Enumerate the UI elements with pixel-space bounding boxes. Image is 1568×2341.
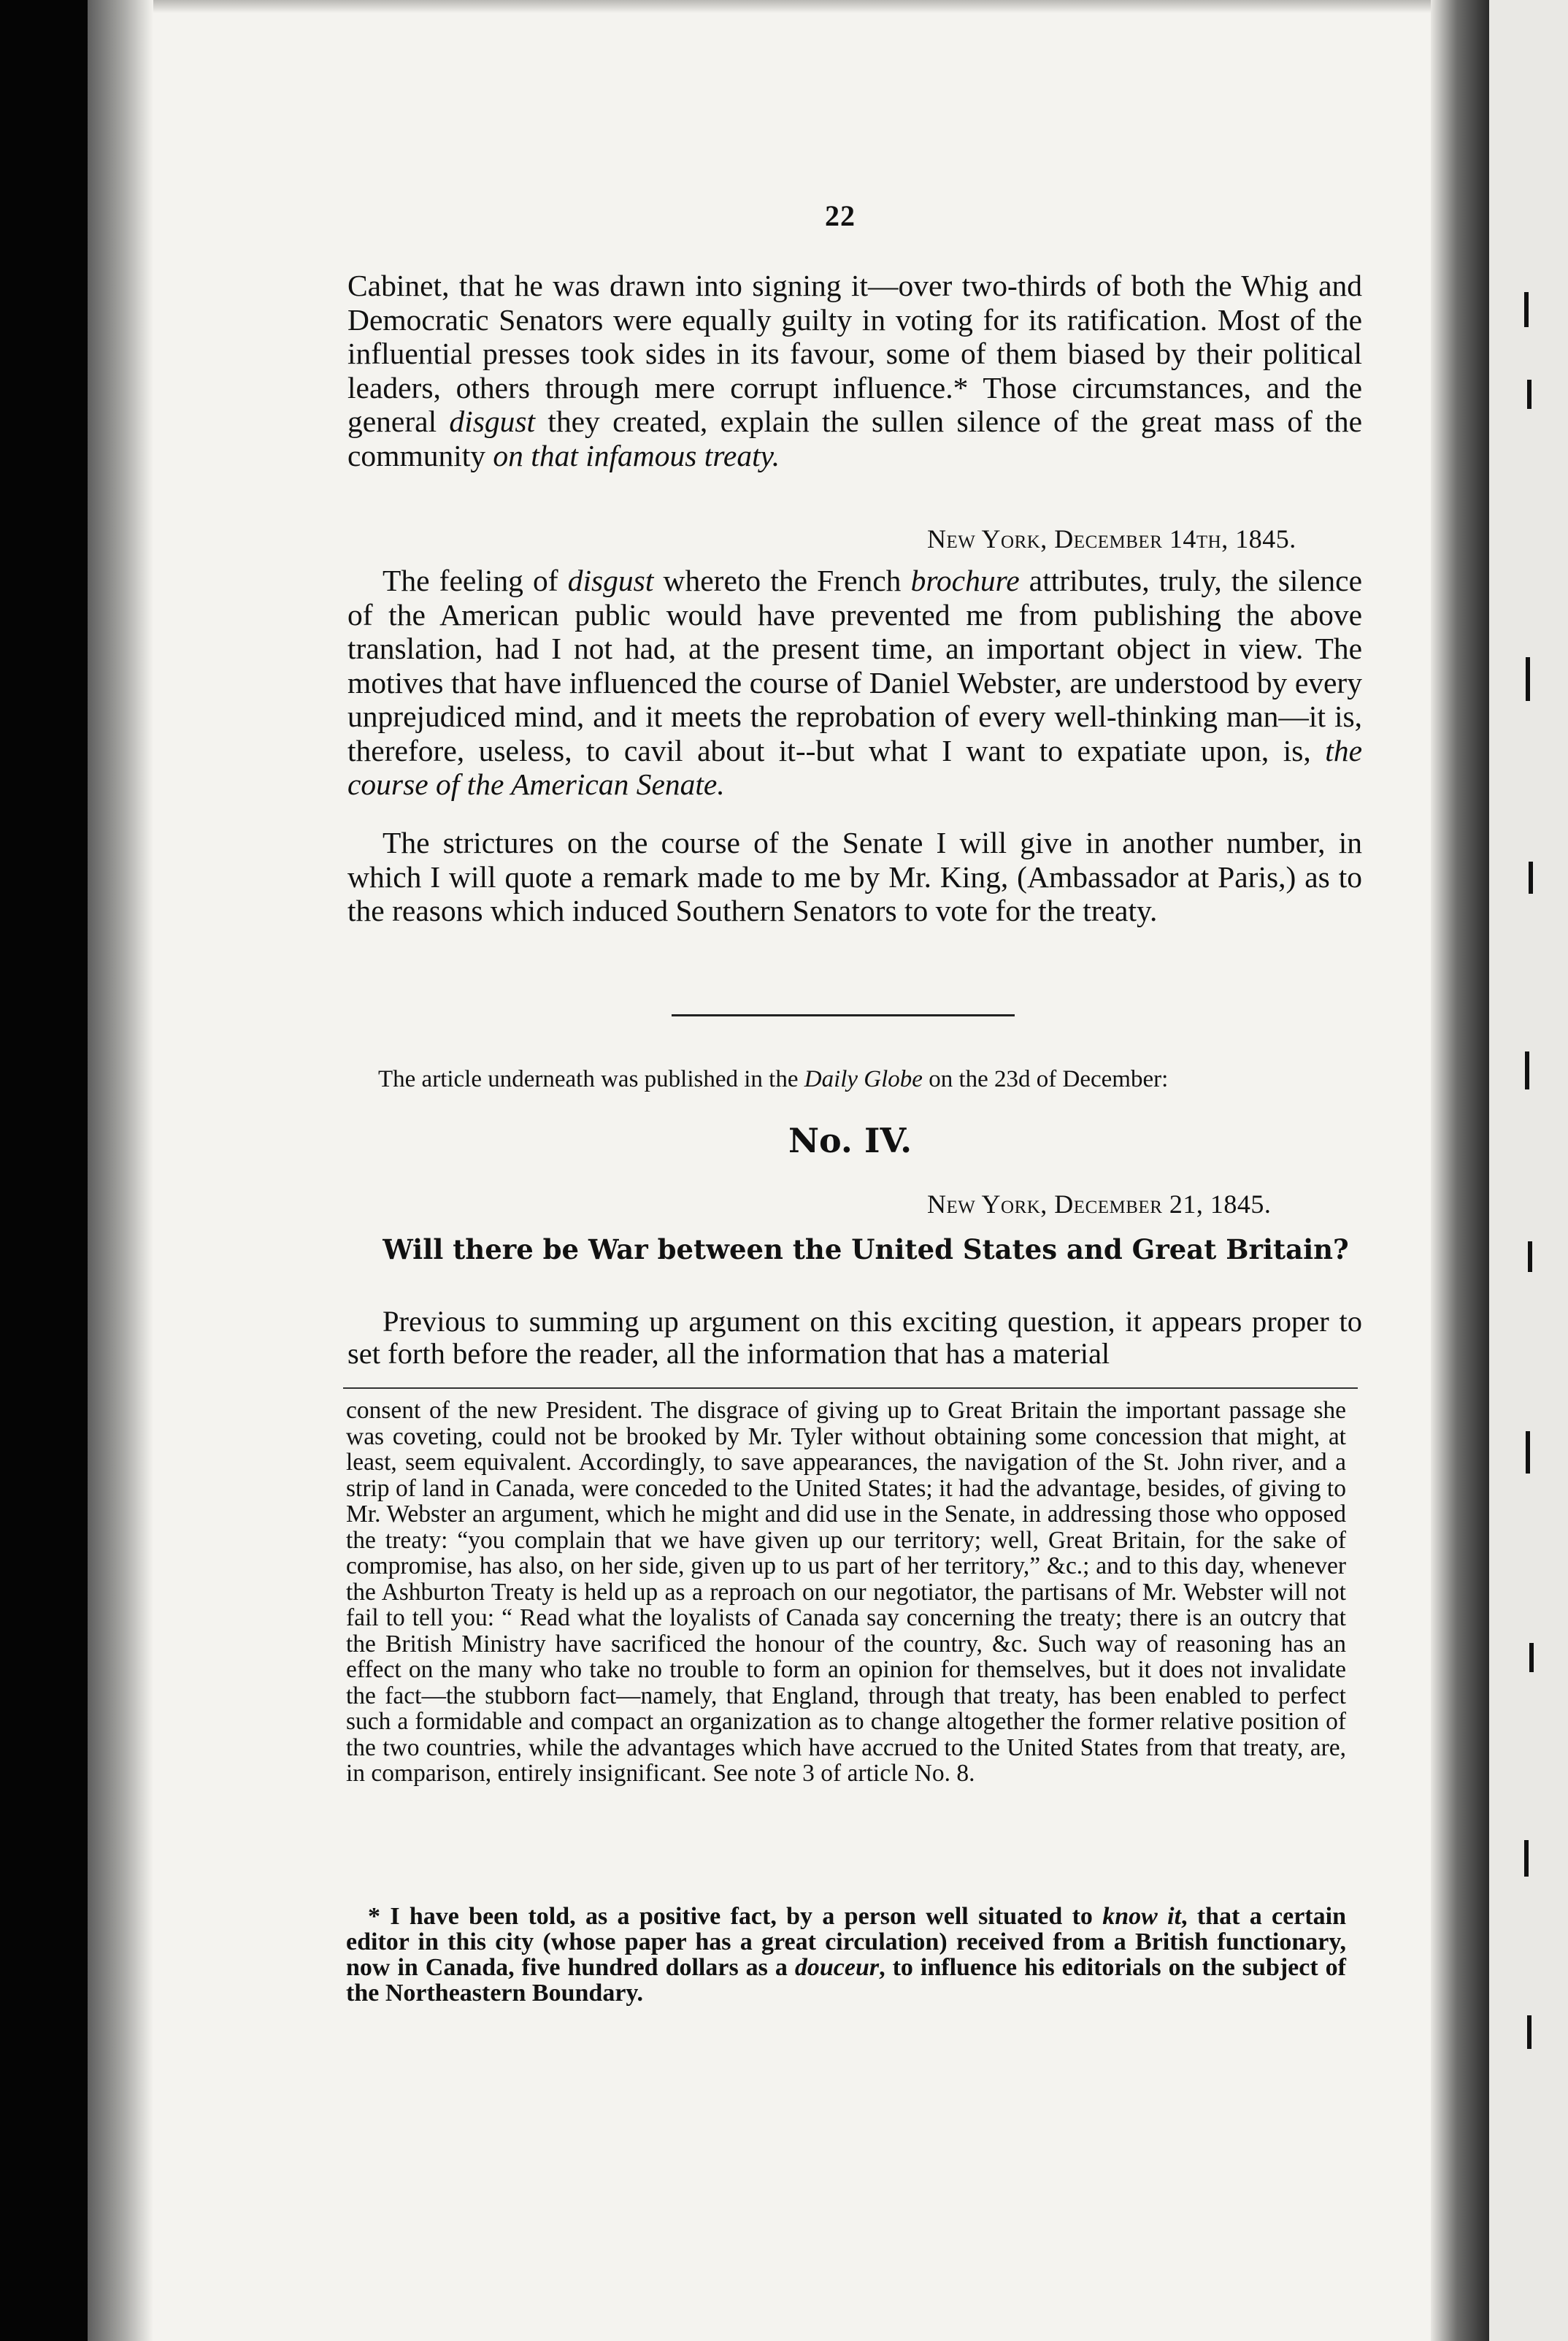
footnote-continued: [346, 1398, 1346, 1787]
section-divider: [672, 1014, 1015, 1016]
footnote-asterisk-text: * I have been told, as a positive fact, by a person well situated to: [368, 1903, 1103, 1930]
emphasis-disgust: disgust: [449, 405, 536, 438]
article-paragraph-text: Previous to summing up argument on this exciting question, it appears proper to set forth before the reader, all the information that has a material: [347, 1305, 1362, 1370]
commentary-text-cont: whereto the French: [653, 564, 911, 597]
page-gutter-shadow: [88, 0, 153, 2341]
opening-text-cont: they created, explain the sullen silence of the great mass of the community: [347, 405, 1363, 472]
page-right-edge-shadow: [1431, 0, 1489, 2341]
article-paragraph: [347, 1306, 1362, 1370]
footnote-continued-text: consent of the new President. The disgrace of giving up to Great Britain the important passage she was coveting, could not be brooked by Mr. Tyler without obtaining some concession that might, at least, seem equivalent. Accordingly, to save appearances, the navigation of the St. John river, and a strip of land in Canada, were conceded to the United States; it had the advantage, besides, of giving to Mr. Webster an argument, which he might and did use in the Senate, in addressing those who opposed the treaty: “you complain that we have given up our territory; well, Great Britain, for the sake of compromise, has also, on her side, given up to us part of her territory,” &c.; and to this day, whenever the Ashburton Treaty is held up as a reproach on our negotiator, the partisans of Mr. Webster will not fail to tell you: “ Read what the loyalists of Canada say concerning the treaty; there is an outcry that the British Ministry have sacrificed the honour of the country, &c. Such way of reasoning has an effect on the many who take no trouble to form an opinion for themselves, but it does not invalidate the fact—the stubborn fact—namely, that England, through that treaty, has been enabled to perfect such a formidable and compact an organization as to change altogether the former relative position of the two countries, while the advantages which have accrued to the United States from that treaty, are, in comparison, entirely insignificant. See note 3 of article No. 8.: [346, 1397, 1346, 1787]
article-intro-text-cont: on the 23d of December:: [922, 1066, 1169, 1092]
commentary-paragraph-1: [347, 564, 1362, 802]
commentary-paragraph-2: [347, 826, 1362, 928]
dateline-dec-21: New York, December 21, 1845.: [927, 1189, 1272, 1219]
emphasis-douceur: douceur: [794, 1954, 880, 1981]
footnote-asterisk-text-end: , to influence his editorials on the subject of the Northeastern Boundary.: [346, 1954, 1346, 2007]
dateline-dec-14: New York, December 14th, 1845.: [927, 524, 1296, 553]
opening-text: Cabinet, that he was drawn into signing it—over two-thirds of both the Whig and Democratic Senators were equally guilty in voting for its ratification. Most of the influential presses took sides in its favour, some of them biased by their political leaders, others through mere corrupt influence.* Those circumstances, and the general: [347, 269, 1362, 438]
page-top-shadow: [153, 0, 1431, 13]
commentary-text-cont-2: attributes, truly, the silence of the American public would have prevented me from publishing the above translation, had I not had, at the present time, an important object in view. The motives that have influenced the course of Daniel Webster, are understood by every unprejudiced mind, and it meets the reprobation of every well-thinking man—it is, therefore, useless, to cavil about it--but what I want to expatiate upon, is,: [347, 564, 1362, 767]
opening-paragraph: [347, 269, 1362, 472]
adjacent-page-edge: [1489, 0, 1568, 2341]
emphasis-brochure: brochure: [910, 564, 1020, 597]
emphasis-infamous-treaty: on that infamous treaty.: [493, 438, 780, 472]
footnote-asterisk: [346, 1904, 1346, 2006]
article-intro: [378, 1065, 1356, 1094]
commentary-text: The feeling of: [383, 564, 568, 597]
footnote-divider: [343, 1387, 1358, 1389]
emphasis-disgust-2: disgust: [567, 564, 654, 597]
emphasis-know-it: know it: [1102, 1903, 1182, 1930]
page-number: 22: [825, 199, 856, 232]
article-intro-text: The article underneath was published in the: [378, 1066, 804, 1092]
emphasis-course-of-senate: the course of the American Senate.: [347, 733, 1362, 801]
footnote-asterisk-text-cont: , that a certain editor in this city (whose paper has a great circulation) received from a British functionary, now in Canada, five hundred dollars as a: [346, 1903, 1346, 1981]
article-number: No. IV.: [788, 1121, 912, 1160]
newspaper-name: Daily Globe: [804, 1066, 923, 1092]
commentary-paragraph-2-text: The strictures on the course of the Senate I will give in another number, in which I will quote a remark made to me by Mr. King, (Ambassador at Paris,) as to the reasons which induced Southern Senators to vote for the treaty.: [347, 826, 1362, 927]
article-title: Will there be War between the United States and Great Britain?: [383, 1233, 1349, 1265]
